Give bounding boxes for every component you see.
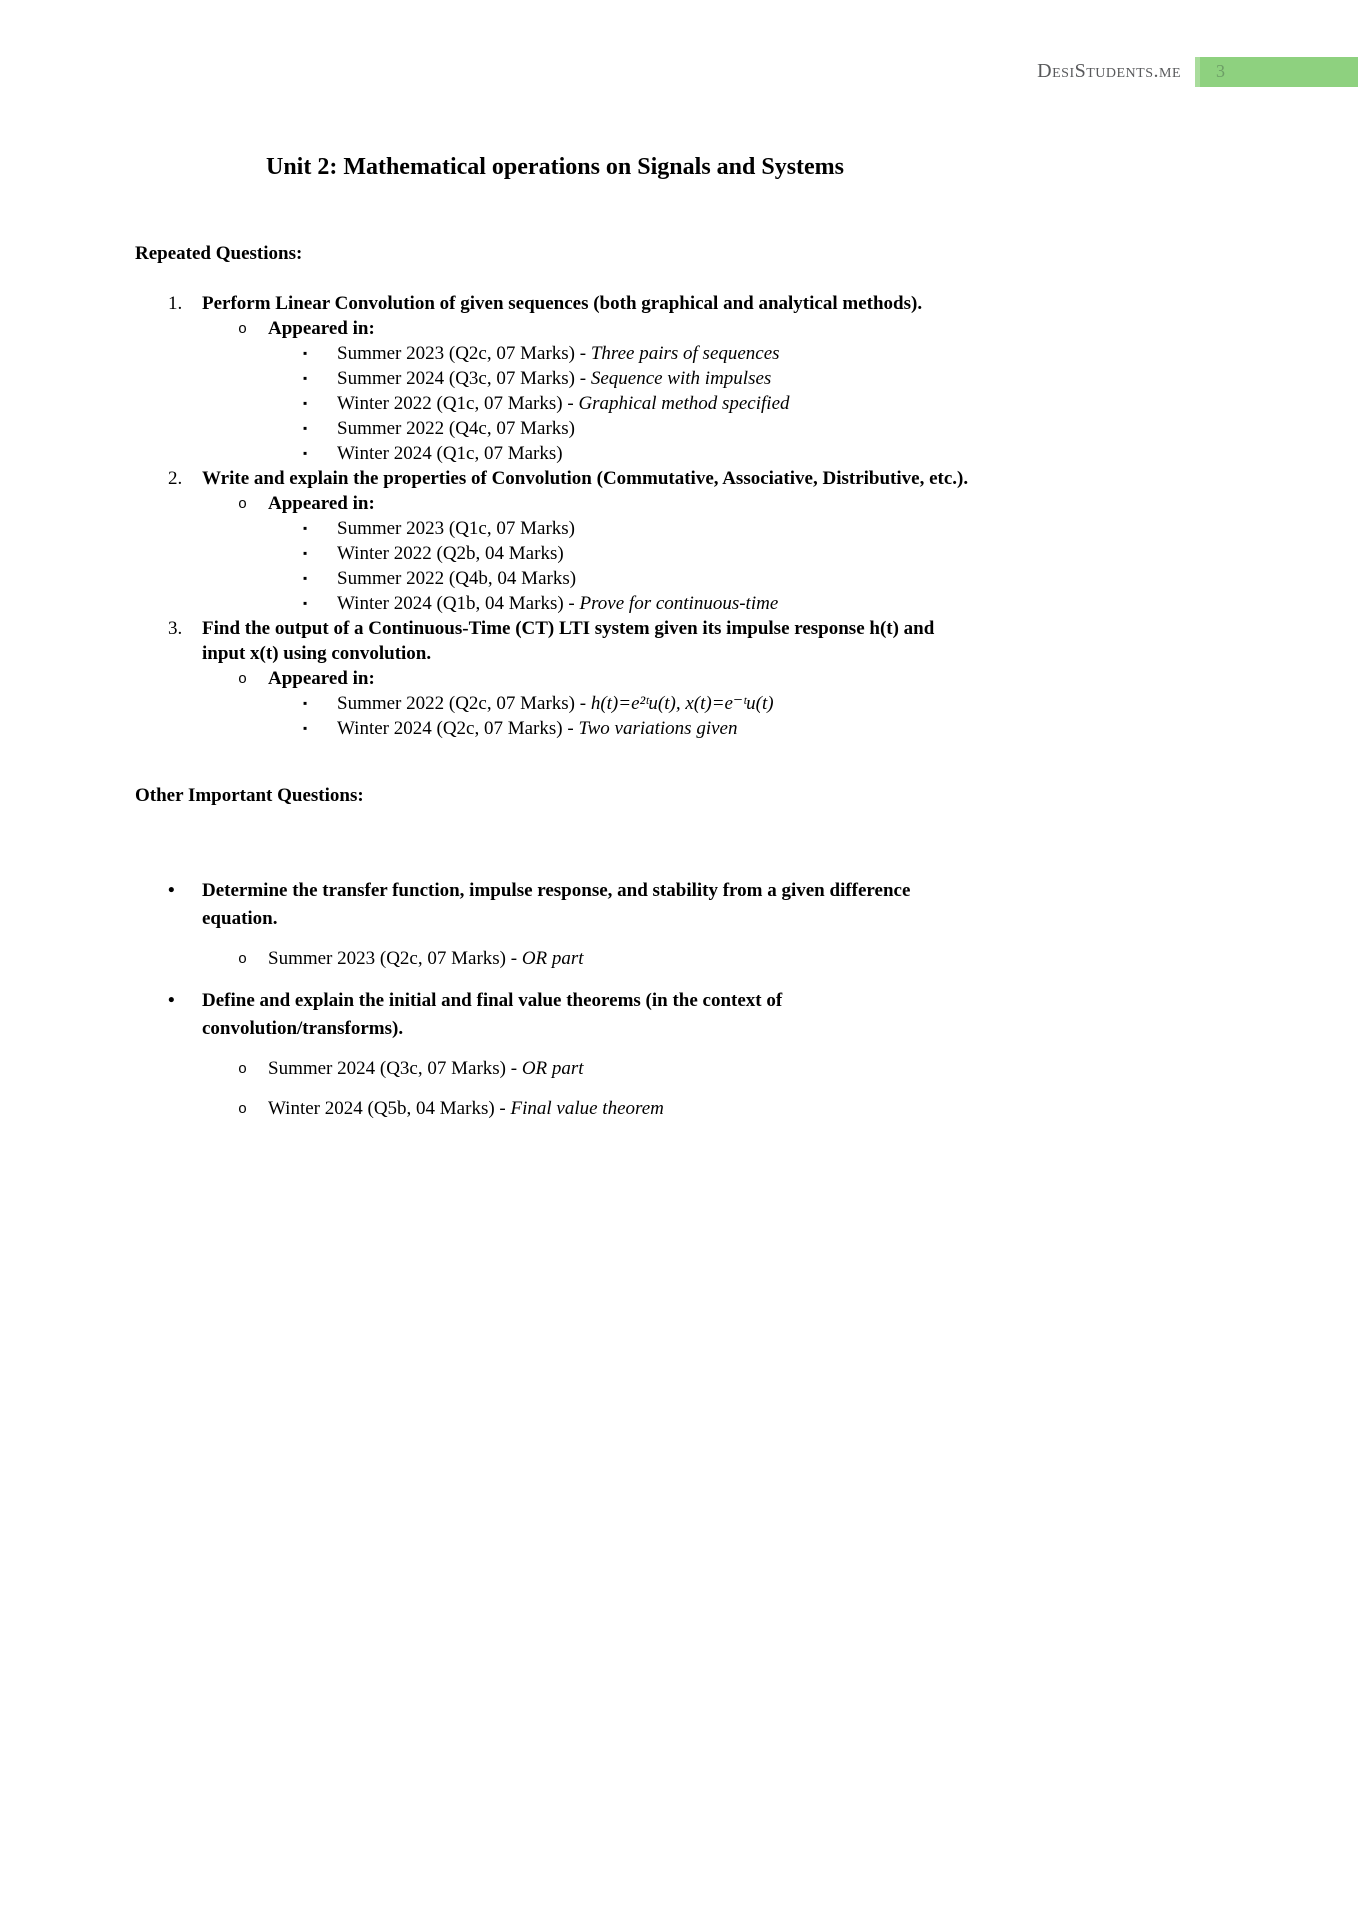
square-marker-icon: ▪ — [303, 371, 308, 385]
appearance-item — [0, 341, 1358, 366]
repeated-questions-heading: Repeated Questions: — [135, 243, 303, 264]
appearance-item — [0, 441, 1358, 466]
separator: - — [506, 1058, 522, 1079]
separator: - — [575, 343, 591, 364]
other-questions-list — [0, 877, 1358, 1123]
appearance-note: OR part — [521, 1058, 584, 1079]
separator: - — [563, 593, 580, 614]
appearance-item — [0, 416, 1358, 441]
separator: - — [562, 393, 579, 414]
appearance-item — [0, 516, 1358, 541]
appeared-in-row — [0, 491, 1358, 516]
circle-marker-icon: o — [238, 1061, 248, 1078]
page-header — [0, 0, 1358, 88]
question-text: Define and explain the initial and final value theorems (in the context of convolution/transforms). — [202, 990, 783, 1039]
appearance-item — [0, 691, 1358, 716]
square-marker-icon: ▪ — [303, 696, 308, 710]
appeared-in-label: Appeared in: — [268, 668, 375, 689]
question-number: 2. — [168, 468, 183, 489]
appearance-item — [0, 391, 1358, 416]
appearance-item — [0, 945, 1358, 973]
appearance-note: h(t)=e²ᵗu(t), x(t)=e⁻ᵗu(t) — [590, 693, 774, 714]
appearance-note: Prove for continuous-time — [579, 593, 779, 614]
appearance-item — [0, 1095, 1358, 1123]
appearance-note: Three pairs of sequences — [590, 343, 780, 364]
appearance-note: Final value theorem — [510, 1098, 664, 1119]
appearance-text: Winter 2022 (Q2b, 04 Marks) — [337, 543, 564, 564]
appearance-text: Winter 2024 (Q2c, 07 Marks) — [337, 718, 563, 739]
appearance-item — [0, 1055, 1358, 1083]
circle-marker-icon: o — [238, 321, 248, 338]
circle-marker-icon: o — [238, 951, 248, 968]
appearance-note: Graphical method specified — [578, 393, 790, 414]
circle-marker-icon: o — [238, 496, 248, 513]
appearance-text: Winter 2022 (Q1c, 07 Marks) — [337, 393, 563, 414]
separator: - — [562, 718, 579, 739]
repeated-questions-list — [0, 291, 1358, 741]
other-question-item — [0, 987, 1358, 1043]
appeared-in-row — [0, 666, 1358, 691]
page-number-box — [1195, 57, 1358, 87]
square-marker-icon: ▪ — [303, 546, 308, 560]
square-marker-icon: ▪ — [303, 421, 308, 435]
question-number: 3. — [168, 618, 183, 639]
square-marker-icon: ▪ — [303, 346, 308, 360]
appearance-text: Summer 2023 (Q1c, 07 Marks) — [337, 518, 575, 539]
appeared-in-row — [0, 316, 1358, 341]
appearance-item — [0, 716, 1358, 741]
separator: - — [494, 1098, 511, 1119]
appeared-in-label: Appeared in: — [268, 493, 375, 514]
square-marker-icon: ▪ — [303, 521, 308, 535]
question-item — [0, 291, 1358, 316]
dot-marker-icon: • — [168, 880, 175, 901]
appearance-text: Summer 2022 (Q4c, 07 Marks) — [337, 418, 575, 439]
appearance-note: Two variations given — [578, 718, 738, 739]
dot-marker-icon: • — [168, 990, 175, 1011]
appearance-note: Sequence with impulses — [590, 368, 772, 389]
square-marker-icon: ▪ — [303, 571, 308, 585]
appearance-text: Summer 2023 (Q2c, 07 Marks) — [337, 343, 575, 364]
square-marker-icon: ▪ — [303, 396, 308, 410]
question-item — [0, 466, 1358, 491]
appearance-item — [0, 366, 1358, 391]
appeared-in-label: Appeared in: — [268, 318, 375, 339]
appearance-text: Summer 2022 (Q4b, 04 Marks) — [337, 568, 577, 589]
separator: - — [506, 948, 522, 969]
question-text: Find the output of a Continuous-Time (CT) LTI system given its impulse response h(t) and input x(t) using convolution. — [202, 618, 935, 664]
circle-marker-icon: o — [238, 1101, 248, 1118]
appearance-text: Winter 2024 (Q1c, 07 Marks) — [337, 443, 563, 464]
appearance-item — [0, 591, 1358, 616]
square-marker-icon: ▪ — [303, 446, 308, 460]
other-questions-heading: Other Important Questions: — [135, 785, 364, 806]
circle-marker-icon: o — [238, 671, 248, 688]
square-marker-icon: ▪ — [303, 721, 308, 735]
separator: - — [575, 693, 591, 714]
page-number: 3 — [1216, 61, 1225, 81]
other-question-item — [0, 877, 1358, 933]
question-number: 1. — [168, 293, 183, 314]
question-text: Perform Linear Convolution of given sequences (both graphical and analytical methods). — [202, 293, 923, 314]
appearance-item — [0, 541, 1358, 566]
square-marker-icon: ▪ — [303, 596, 308, 610]
doc-title: Unit 2: Mathematical operations on Signals and Systems — [265, 154, 845, 180]
site-name: DesiStudents.me — [1037, 60, 1181, 82]
appearance-text: Winter 2024 (Q1b, 04 Marks) — [337, 593, 564, 614]
appearance-text: Summer 2024 (Q3c, 07 Marks) — [268, 1058, 506, 1079]
question-item — [0, 616, 1358, 666]
appearance-item — [0, 566, 1358, 591]
question-text: Determine the transfer function, impulse response, and stability from a given difference equation. — [202, 880, 911, 929]
appearance-text: Summer 2023 (Q2c, 07 Marks) — [268, 948, 506, 969]
appearance-note: OR part — [521, 948, 584, 969]
question-text: Write and explain the properties of Convolution (Commutative, Associative, Distributive, etc.). — [202, 468, 969, 489]
separator: - — [575, 368, 591, 389]
appearance-text: Summer 2024 (Q3c, 07 Marks) — [337, 368, 575, 389]
appearance-text: Summer 2022 (Q2c, 07 Marks) — [337, 693, 575, 714]
appearance-text: Winter 2024 (Q5b, 04 Marks) — [268, 1098, 495, 1119]
